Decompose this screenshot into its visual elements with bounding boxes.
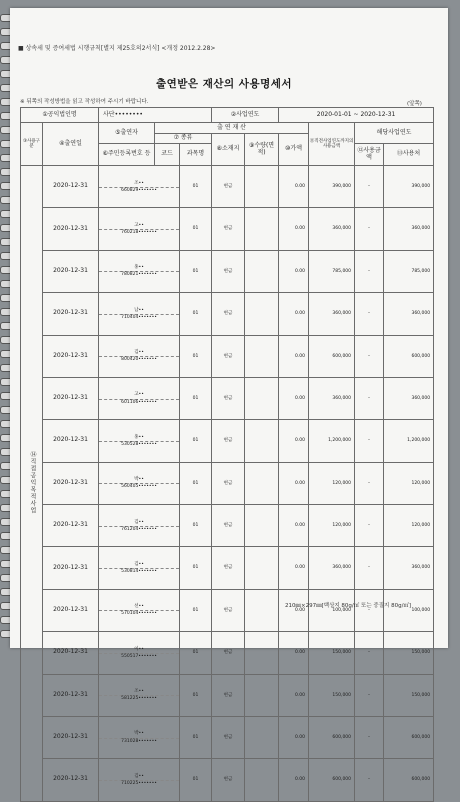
- row-id: 550517•••••••: [121, 653, 157, 659]
- row-code: 01: [180, 589, 212, 631]
- col-code: 코드: [155, 144, 180, 166]
- row-name: 조••: [99, 181, 179, 188]
- row-id: 800420•••••••: [121, 357, 157, 363]
- corp-name-value: 사단••••••••: [99, 108, 212, 123]
- col-category: ③사용구분: [21, 123, 43, 166]
- row-name: 홍••: [99, 265, 179, 272]
- usage-table: [20, 107, 433, 802]
- row-prev-used: –: [355, 166, 384, 208]
- col-kind: ⑦ 종류: [155, 134, 212, 144]
- row-id: 710225•••••••: [121, 780, 157, 786]
- row-subject: 현금: [212, 505, 245, 547]
- row-contributor: [99, 505, 180, 547]
- row-code: 01: [180, 335, 212, 377]
- row-price: 785,000: [309, 250, 355, 292]
- col-use: ⑬사용처: [384, 144, 434, 166]
- table-row: [21, 420, 434, 462]
- row-quantity: 0.00: [279, 759, 309, 801]
- row-name: 이••: [99, 647, 179, 654]
- row-date: 2020-12-31: [43, 166, 99, 208]
- row-prev-used: –: [355, 547, 384, 589]
- row-code: 01: [180, 547, 212, 589]
- row-name: 남••: [99, 308, 179, 315]
- row-prev-used: –: [355, 250, 384, 292]
- table-row: [21, 589, 434, 631]
- row-date: 2020-12-31: [43, 759, 99, 801]
- business-year-label: ②사업연도: [212, 108, 279, 123]
- row-id: 560405•••••••: [121, 484, 157, 490]
- row-location: [245, 547, 279, 589]
- page-side-label: (앞쪽): [407, 101, 422, 107]
- table-row: [21, 674, 434, 716]
- row-code: 01: [180, 716, 212, 758]
- row-code: 01: [180, 505, 212, 547]
- row-id: 731028•••••••: [121, 738, 157, 744]
- row-location: [245, 250, 279, 292]
- row-amount: 360,000: [384, 377, 434, 419]
- row-quantity: 0.00: [279, 505, 309, 547]
- row-name: 홍••: [99, 435, 179, 442]
- row-location: [245, 420, 279, 462]
- row-id: 601106•••••••: [121, 399, 157, 405]
- row-name: 김••: [99, 774, 179, 781]
- row-location: [245, 589, 279, 631]
- row-location: [245, 759, 279, 801]
- row-location: [245, 293, 279, 335]
- row-subject: 현금: [212, 335, 245, 377]
- row-price: 600,000: [309, 759, 355, 801]
- row-date: 2020-12-31: [43, 293, 99, 335]
- table-row: [21, 547, 434, 589]
- table-row: [21, 250, 434, 292]
- row-contributor: [99, 632, 180, 674]
- table-row: [21, 293, 434, 335]
- row-prev-used: –: [355, 589, 384, 631]
- col-quantity: ⑨수량(면적): [245, 134, 279, 166]
- row-amount: 390,000: [384, 166, 434, 208]
- row-code: 01: [180, 632, 212, 674]
- col-prev-used: ⑪직전사업연도까지의사용금액: [309, 123, 355, 166]
- row-date: 2020-12-31: [43, 420, 99, 462]
- row-price: 120,000: [309, 505, 355, 547]
- row-date: 2020-12-31: [43, 632, 99, 674]
- row-quantity: 0.00: [279, 589, 309, 631]
- row-price: 600,000: [309, 335, 355, 377]
- row-price: 150,000: [309, 632, 355, 674]
- row-price: 100,000: [309, 589, 355, 631]
- row-contributor: [99, 377, 180, 419]
- row-contributor: [99, 462, 180, 504]
- row-prev-used: –: [355, 462, 384, 504]
- row-subject: 현금: [212, 420, 245, 462]
- row-subject: 현금: [212, 377, 245, 419]
- row-name: 선••: [99, 604, 179, 611]
- row-quantity: 0.00: [279, 674, 309, 716]
- col-subject: 과목명: [180, 144, 212, 166]
- row-quantity: 0.00: [279, 335, 309, 377]
- row-quantity: 0.00: [279, 250, 309, 292]
- row-price: 360,000: [309, 547, 355, 589]
- row-name: 김••: [99, 350, 179, 357]
- row-amount: 1,200,000: [384, 420, 434, 462]
- row-date: 2020-12-31: [43, 208, 99, 250]
- row-date: 2020-12-31: [43, 716, 99, 758]
- row-price: 1,200,000: [309, 420, 355, 462]
- row-location: [245, 505, 279, 547]
- row-code: 01: [180, 293, 212, 335]
- row-prev-used: –: [355, 716, 384, 758]
- row-amount: 150,000: [384, 674, 434, 716]
- table-row: [21, 759, 434, 801]
- table-row: [21, 377, 434, 419]
- row-contributor: [99, 335, 180, 377]
- row-date: 2020-12-31: [43, 674, 99, 716]
- row-contributor: [99, 208, 180, 250]
- row-contributor: [99, 166, 180, 208]
- row-subject: 현금: [212, 759, 245, 801]
- table-row: [21, 716, 434, 758]
- row-id: 570104•••••••: [121, 611, 157, 617]
- row-subject: 현금: [212, 166, 245, 208]
- row-quantity: 0.00: [279, 716, 309, 758]
- row-name: 김••: [99, 520, 179, 527]
- row-contributor: [99, 589, 180, 631]
- row-name: 고••: [99, 223, 179, 230]
- row-price: 120,000: [309, 462, 355, 504]
- col-cur-year: 해당사업연도: [355, 123, 434, 144]
- row-contributor: [99, 716, 180, 758]
- row-prev-used: –: [355, 420, 384, 462]
- row-amount: 360,000: [384, 547, 434, 589]
- row-prev-used: –: [355, 632, 384, 674]
- row-location: [245, 716, 279, 758]
- row-code: 01: [180, 462, 212, 504]
- row-amount: 600,000: [384, 716, 434, 758]
- row-date: 2020-12-31: [43, 505, 99, 547]
- row-prev-used: –: [355, 759, 384, 801]
- row-id: 780821•••••••: [121, 272, 157, 278]
- row-date: 2020-12-31: [43, 250, 99, 292]
- col-id: ⑥주민등록번호 등: [99, 144, 155, 166]
- col-date: ④출연일: [43, 123, 99, 166]
- instruction-note: ※ 뒤쪽의 작성방법을 읽고 작성하여 주시기 바랍니다.: [20, 99, 149, 105]
- paper-spec-footer: 210㎜×297㎜[백상지 80g/㎡ 또는 중질지 80g/㎡]: [285, 603, 412, 609]
- col-contributor: ⑤출연자: [99, 123, 155, 144]
- row-name: 조••: [99, 689, 179, 696]
- row-quantity: 0.00: [279, 462, 309, 504]
- row-prev-used: –: [355, 505, 384, 547]
- row-amount: 150,000: [384, 632, 434, 674]
- row-date: 2020-12-31: [43, 547, 99, 589]
- row-quantity: 0.00: [279, 166, 309, 208]
- row-contributor: [99, 674, 180, 716]
- row-contributor: [99, 547, 180, 589]
- row-code: 01: [180, 674, 212, 716]
- row-location: [245, 462, 279, 504]
- row-subject: 현금: [212, 293, 245, 335]
- table-row: [21, 335, 434, 377]
- row-subject: 현금: [212, 674, 245, 716]
- row-date: 2020-12-31: [43, 377, 99, 419]
- row-price: 360,000: [309, 208, 355, 250]
- row-category: ⑭직접공익목적사업: [21, 166, 43, 802]
- row-id: 761204•••••••: [121, 526, 157, 532]
- row-contributor: [99, 420, 180, 462]
- page-title: 출연받은 재산의 사용명세서: [155, 78, 293, 90]
- row-code: 01: [180, 759, 212, 801]
- row-location: [245, 335, 279, 377]
- table-row: [21, 505, 434, 547]
- row-price: 390,000: [309, 166, 355, 208]
- row-quantity: 0.00: [279, 547, 309, 589]
- row-amount: 360,000: [384, 293, 434, 335]
- row-quantity: 0.00: [279, 377, 309, 419]
- row-quantity: 0.00: [279, 420, 309, 462]
- row-contributor: [99, 250, 180, 292]
- col-price: ⑩가액: [279, 134, 309, 166]
- row-subject: 현금: [212, 632, 245, 674]
- row-prev-used: –: [355, 208, 384, 250]
- row-amount: 360,000: [384, 208, 434, 250]
- row-name: 고••: [99, 392, 179, 399]
- row-code: 01: [180, 420, 212, 462]
- row-subject: 현금: [212, 250, 245, 292]
- row-price: 360,000: [309, 293, 355, 335]
- corp-name-label: ①공익법인명: [21, 108, 99, 123]
- row-code: 01: [180, 250, 212, 292]
- row-location: [245, 674, 279, 716]
- row-location: [245, 632, 279, 674]
- law-reference: ■ 상속세 및 증여세법 시행규칙[별지 제25호의2서식] <개정 2012.2.28>: [18, 45, 216, 52]
- row-id: 760218•••••••: [121, 230, 157, 236]
- row-id: 660829•••••••: [121, 187, 157, 193]
- row-contributor: [99, 293, 180, 335]
- row-quantity: 0.00: [279, 293, 309, 335]
- row-price: 150,000: [309, 674, 355, 716]
- row-subject: 현금: [212, 716, 245, 758]
- row-subject: 현금: [212, 547, 245, 589]
- row-id: 530814•••••••: [121, 569, 157, 575]
- row-subject: 현금: [212, 589, 245, 631]
- row-date: 2020-12-31: [43, 589, 99, 631]
- business-year-value: 2020-01-01 ~ 2020-12-31: [279, 108, 434, 123]
- row-amount: 100,000: [384, 589, 434, 631]
- row-id: 530528•••••••: [121, 441, 157, 447]
- row-date: 2020-12-31: [43, 462, 99, 504]
- row-contributor: [99, 759, 180, 801]
- row-code: 01: [180, 208, 212, 250]
- row-price: 360,000: [309, 377, 355, 419]
- row-amount: 120,000: [384, 505, 434, 547]
- col-property: 출 연 재 산: [155, 123, 309, 134]
- row-id: 581225•••••••: [121, 696, 157, 702]
- table-row: [21, 462, 434, 504]
- table-row: [21, 208, 434, 250]
- row-prev-used: –: [355, 293, 384, 335]
- row-code: 01: [180, 377, 212, 419]
- row-subject: 현금: [212, 462, 245, 504]
- row-amount: 120,000: [384, 462, 434, 504]
- row-amount: 785,000: [384, 250, 434, 292]
- row-amount: 600,000: [384, 759, 434, 801]
- row-amount: 600,000: [384, 335, 434, 377]
- row-prev-used: –: [355, 335, 384, 377]
- row-location: [245, 377, 279, 419]
- col-amount: ⑫사용금액: [355, 144, 384, 166]
- table-row: [21, 632, 434, 674]
- row-prev-used: –: [355, 674, 384, 716]
- row-quantity: 0.00: [279, 208, 309, 250]
- row-price: 600,000: [309, 716, 355, 758]
- row-location: [245, 208, 279, 250]
- row-location: [245, 166, 279, 208]
- row-code: 01: [180, 166, 212, 208]
- row-name: 박••: [99, 731, 179, 738]
- row-subject: 현금: [212, 208, 245, 250]
- row-date: 2020-12-31: [43, 335, 99, 377]
- table-row: [21, 166, 434, 208]
- row-id: 710404•••••••: [121, 314, 157, 320]
- row-name: 박••: [99, 477, 179, 484]
- row-prev-used: –: [355, 377, 384, 419]
- row-name: 김••: [99, 562, 179, 569]
- row-quantity: 0.00: [279, 632, 309, 674]
- col-location: ⑧소재지: [212, 134, 245, 166]
